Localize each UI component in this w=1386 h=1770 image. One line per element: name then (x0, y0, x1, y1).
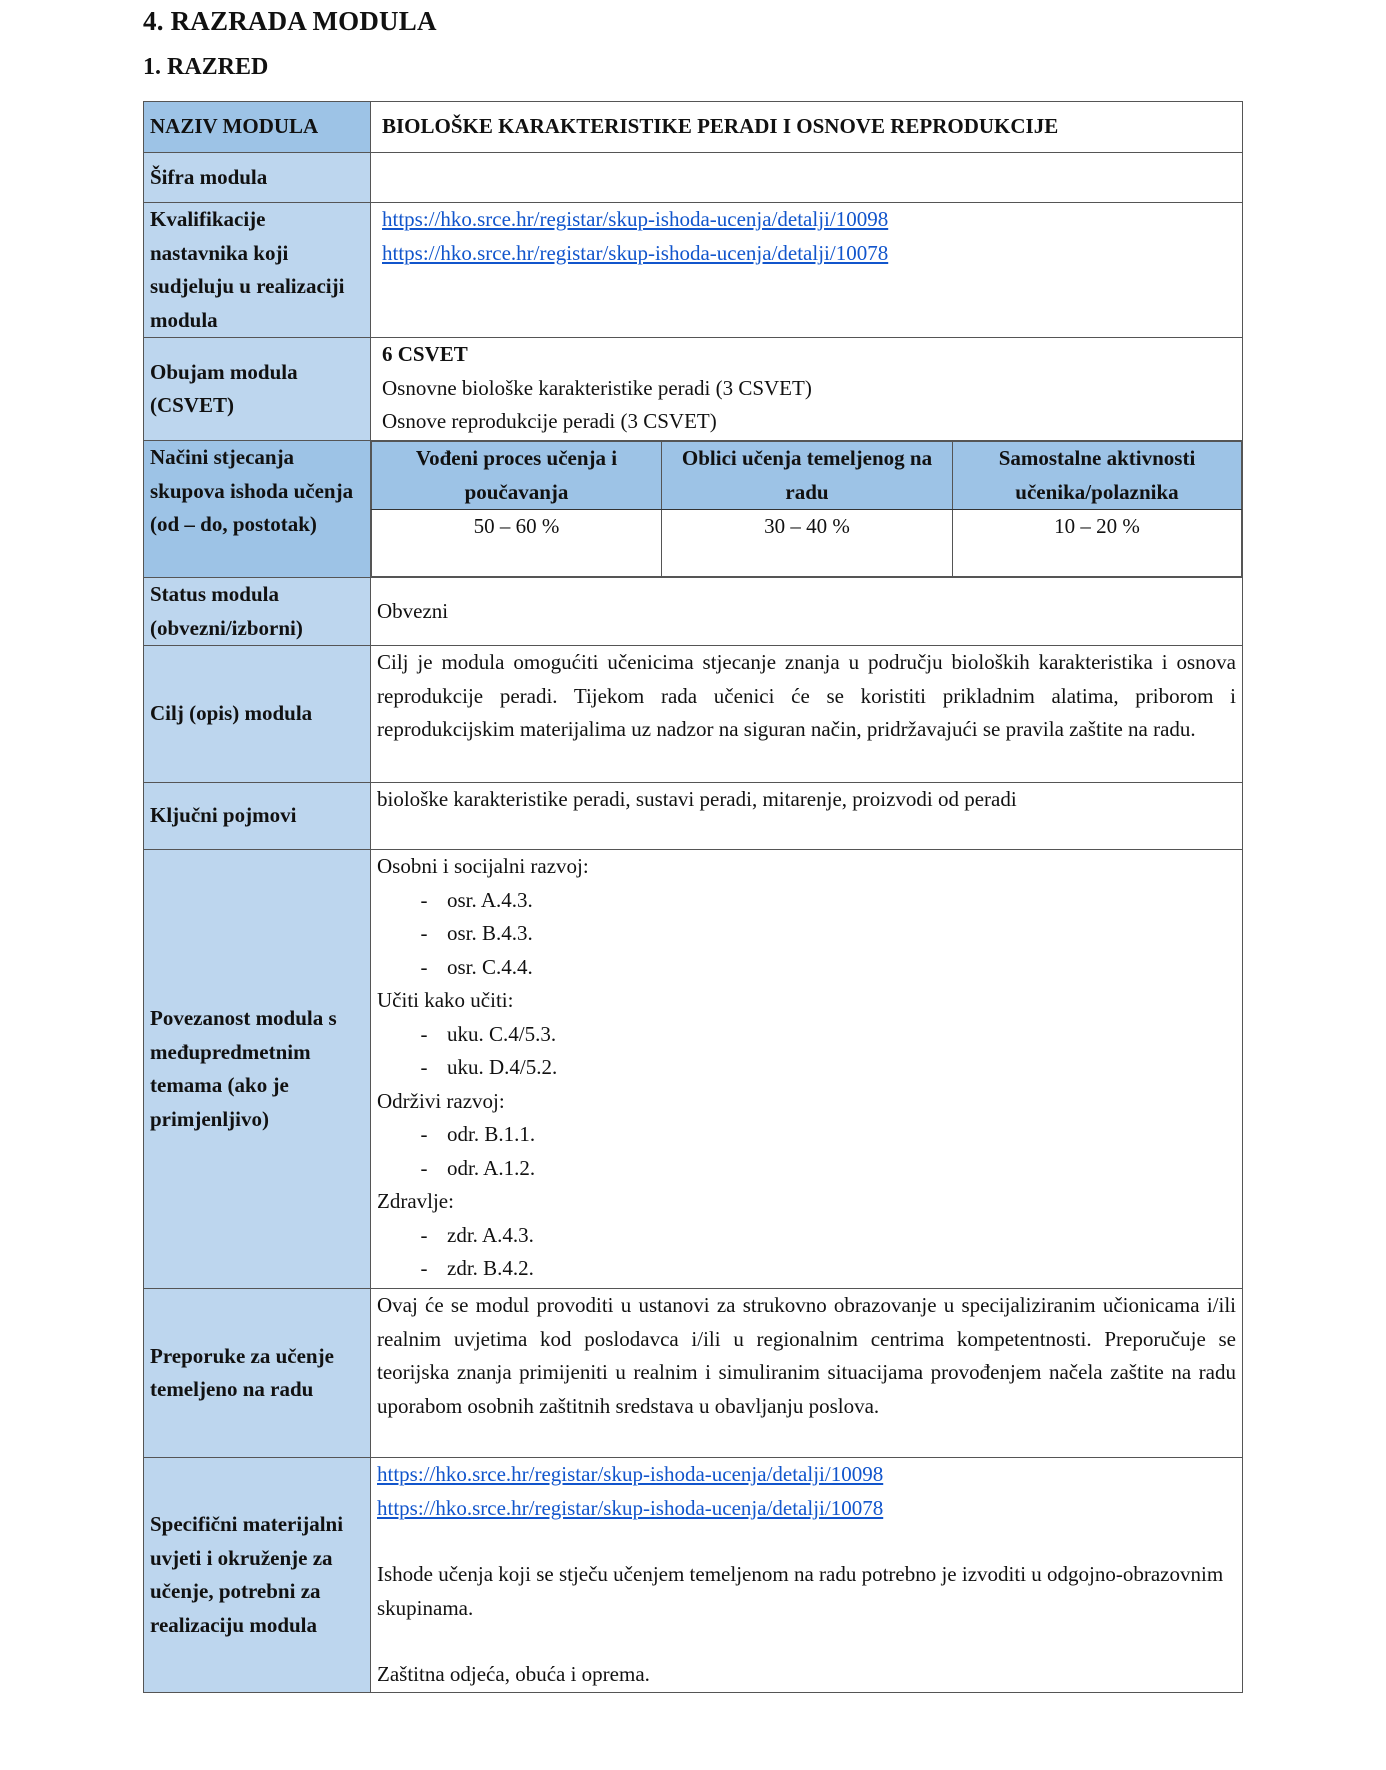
label-preporuke: Preporuke za učenje temeljeno na radu (144, 1289, 371, 1458)
topic-item: - odr. A.1.2. (377, 1152, 1236, 1186)
topic-item: - zdr. A.4.3. (377, 1219, 1236, 1253)
material-paragraph-1: Ishode učenja koji se stječu učenjem temeljenom na radu potrebno je izvoditi u odgojno-obrazovnim skupinama. (377, 1562, 1224, 1620)
material-paragraph-2: Zaštitna odjeća, obuća i oprema. (377, 1662, 650, 1686)
dash-bullet-icon: - (420, 1155, 428, 1180)
learning-modes-table (371, 441, 1242, 577)
mode-header-independent: Samostalne aktivnosti učenika/polaznika (953, 442, 1242, 510)
label-kvalifikacije: Kvalifikacije nastavnika koji sudjeluju u realizaciji modula (144, 203, 371, 338)
volume-value (371, 338, 1243, 441)
row-specificni (144, 1458, 1243, 1693)
topic-item: - osr. A.4.3. (377, 884, 1236, 918)
cross-curricular-topics (371, 850, 1243, 1289)
row-status (144, 578, 1243, 646)
material-conditions (371, 1458, 1243, 1693)
dash-bullet-icon: - (420, 921, 428, 945)
module-table (143, 101, 1243, 1693)
volume-total: 6 CSVET (382, 342, 468, 366)
row-pojmovi (144, 783, 1243, 850)
material-link-2[interactable]: https://hko.srce.hr/registar/skup-ishoda-ucenja/detalji/10078 (377, 1495, 884, 1520)
label-sifra: Šifra modula (144, 153, 371, 203)
volume-part-2: Osnove reprodukcije peradi (3 CSVET) (382, 409, 717, 433)
qualification-link-1[interactable]: https://hko.srce.hr/registar/skup-ishoda-ucenja/detalji/10098 (382, 207, 889, 231)
module-code (371, 153, 1243, 203)
label-nacini: Načini stjecanja skupova ishoda učenja (od – do, postotak) (144, 441, 371, 578)
dash-bullet-icon: - (420, 1055, 428, 1079)
label-obujam: Obujam modula (CSVET) (144, 338, 371, 441)
row-preporuke (144, 1289, 1243, 1458)
row-cilj (144, 646, 1243, 783)
dash-bullet-icon: - (420, 954, 428, 979)
material-link-1[interactable]: https://hko.srce.hr/registar/skup-ishoda-ucenja/detalji/10098 (377, 1462, 884, 1486)
row-obujam (144, 338, 1243, 441)
label-status: Status modula (obvezni/izborni) (144, 578, 371, 646)
section-heading: 4. RAZRADA MODULA (143, 6, 437, 36)
label-pojmovi: Ključni pojmovi (144, 783, 371, 850)
dash-bullet-icon: - (420, 1122, 428, 1146)
module-name: BIOLOŠKE KARAKTERISTIKE PERADI I OSNOVE REPRODUKCIJE (371, 102, 1243, 153)
topic-item: - osr. B.4.3. (377, 917, 1236, 951)
row-sifra (144, 153, 1243, 203)
topic-item: - odr. B.1.1. (377, 1118, 1236, 1152)
dash-bullet-icon: - (420, 1256, 428, 1280)
mode-value-independent: 10 – 20 % (953, 510, 1242, 577)
label-naziv: NAZIV MODULA (144, 102, 371, 153)
topic-item: - zdr. B.4.2. (377, 1252, 1236, 1286)
qualifications-links (371, 203, 1243, 338)
row-kvalifikacije (144, 203, 1243, 338)
mode-header-guided: Vođeni proces učenja i poučavanja (372, 442, 662, 510)
key-terms: biološke karakteristike peradi, sustavi peradi, mitarenje, proizvodi od peradi (371, 783, 1243, 850)
dash-bullet-icon: - (420, 887, 428, 912)
topic-item: - uku. C.4/5.3. (377, 1018, 1236, 1052)
topic-item: - uku. D.4/5.2. (377, 1051, 1236, 1085)
label-povezanost: Povezanost modula s međupredmetnim temama (ako je primjenljivo) (144, 850, 371, 1289)
goal-description: Cilj je modula omogućiti učenicima stjecanje znanja u području bioloških karakteristika i osnova reprodukcije peradi. Tijekom rada učenici će se koristiti prikladnim alatima, priborom i reprodukcijskim materijalima uz nadzor na siguran način, pridržavajući se pravila zaštite na radu. (371, 646, 1243, 783)
topic-group-title: Učiti kako učiti: (377, 988, 514, 1012)
spacer (377, 1525, 1236, 1558)
row-nacini (144, 441, 1243, 578)
topic-item: - osr. C.4.4. (377, 951, 1236, 985)
volume-part-1: Osnovne biološke karakteristike peradi (3 CSVET) (382, 375, 812, 400)
work-based-recommendations: Ovaj će se modul provoditi u ustanovi za strukovno obrazovanje u specijaliziranim učionicama i/ili realnim uvjetima kod poslodavca i/ili u regionalnim centrima kompetentnosti. Preporučuje se teorijska znanja primijeniti u realnim i simuliranim situacijama provođenjem načela zaštite na radu uporabom osobnih zaštitnih sredstava u obavljanju poslova. (371, 1289, 1243, 1458)
row-naziv (144, 102, 1243, 153)
mode-header-work-based: Oblici učenja temeljenog na radu (662, 442, 953, 510)
status-value: Obvezni (371, 578, 1243, 646)
topic-group-title: Zdravlje: (377, 1189, 454, 1213)
dash-bullet-icon: - (420, 1222, 428, 1247)
mode-value-work-based: 30 – 40 % (662, 510, 953, 577)
qualification-link-2[interactable]: https://hko.srce.hr/registar/skup-ishoda-ucenja/detalji/10078 (382, 240, 889, 265)
spacer (377, 1625, 1236, 1658)
row-povezanost (144, 850, 1243, 1289)
subsection-heading: 1. RAZRED (143, 54, 269, 80)
mode-value-guided: 50 – 60 % (372, 510, 662, 577)
label-cilj: Cilj (opis) modula (144, 646, 371, 783)
label-specificni: Specifični materijalni uvjeti i okruženje za učenje, potrebni za realizaciju modula (144, 1458, 371, 1693)
topic-group-title: Održivi razvoj: (377, 1088, 505, 1113)
topic-group-title: Osobni i socijalni razvoj: (377, 854, 589, 878)
dash-bullet-icon: - (420, 1021, 428, 1046)
learning-modes (371, 441, 1243, 578)
